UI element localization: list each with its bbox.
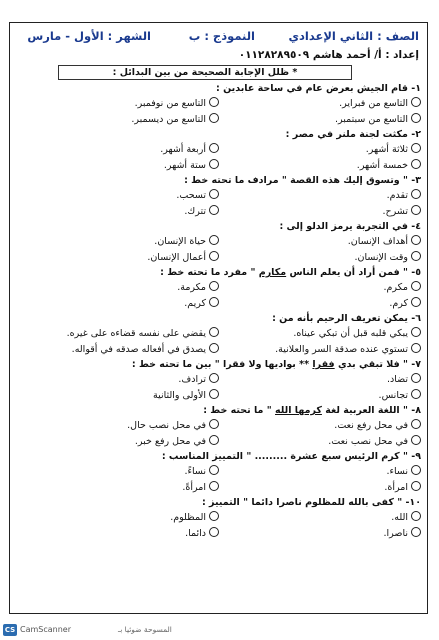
question-1: ١- قام الجيش بعرض عام في ساحة عابدين : [216, 83, 421, 94]
q1-option-b[interactable]: التاسع من نوفمبر. [135, 97, 219, 109]
radio-circle-icon [209, 389, 219, 399]
radio-circle-icon [209, 465, 219, 475]
radio-circle-icon [411, 297, 421, 307]
radio-circle-icon [209, 297, 219, 307]
q4-option-b[interactable]: حياة الإنسان. [154, 235, 219, 247]
radio-circle-icon [209, 373, 219, 383]
q2-option-a[interactable]: ثلاثة أشهر. [366, 143, 421, 155]
radio-circle-icon [209, 511, 219, 521]
instruction-box: * ظلل الإجابة الصحيحة من بين البدائل : [58, 65, 352, 80]
grade-label: الصف : الثاني الإعدادي [288, 29, 419, 43]
radio-circle-icon [411, 189, 421, 199]
radio-circle-icon [209, 251, 219, 261]
radio-circle-icon [209, 419, 219, 429]
q9-option-c[interactable]: امرأة. [384, 481, 421, 493]
radio-circle-icon [411, 205, 421, 215]
radio-circle-icon [411, 97, 421, 107]
header-row [10, 29, 427, 47]
radio-circle-icon [411, 281, 421, 291]
radio-circle-icon [209, 343, 219, 353]
radio-circle-icon [411, 251, 421, 261]
q6-option-c[interactable]: تستوي عنده صدقة السر والعلانية. [275, 343, 421, 355]
radio-circle-icon [411, 419, 421, 429]
question-9: ٩- " كرم الرئيس سبع عشرة ......... " التمييز المناسب : [161, 451, 421, 462]
q6-option-d[interactable]: يصدق في أفعاله صدقه في أقواله. [72, 343, 219, 355]
radio-circle-icon [209, 97, 219, 107]
q5-option-b[interactable]: مكرمة. [177, 281, 219, 293]
q5-option-a[interactable]: مكرم. [384, 281, 421, 293]
radio-circle-icon [411, 143, 421, 153]
question-3: ٣- " وتسوق إليك هذه القصة " مرادف ما تحته خط : [184, 175, 421, 186]
radio-circle-icon [209, 205, 219, 215]
q1-option-c[interactable]: التاسع من سبتمبر. [335, 113, 421, 125]
q8-option-d[interactable]: في محل رفع خبر. [135, 435, 219, 447]
radio-circle-icon [411, 327, 421, 337]
radio-circle-icon [209, 159, 219, 169]
radio-circle-icon [411, 113, 421, 123]
q10-option-c[interactable]: ناصرا. [383, 527, 421, 539]
radio-circle-icon [209, 235, 219, 245]
q6-option-a[interactable]: يبكي قلبه قبل أن تبكي عيناه. [293, 327, 421, 339]
question-6: ٦- يمكن تعريف الرحيم بأنه من : [272, 313, 421, 324]
radio-circle-icon [411, 465, 421, 475]
radio-circle-icon [411, 373, 421, 383]
q1-option-d[interactable]: التاسع من ديسمبر. [131, 113, 219, 125]
q2-option-c[interactable]: خمسة أشهر. [357, 159, 421, 171]
q3-option-a[interactable]: تقدم. [387, 189, 421, 201]
q8-option-b[interactable]: في محل نصب حال. [127, 419, 219, 431]
question-8: ٨- " اللغة العربية لغة كرمها الله " ما تحته خط : [203, 405, 421, 416]
q7-option-c[interactable]: تجانس. [379, 389, 421, 401]
q2-option-b[interactable]: أربعة أشهر. [160, 143, 219, 155]
q4-option-a[interactable]: أهداف الإنسان. [348, 235, 421, 247]
radio-circle-icon [411, 159, 421, 169]
q9-option-a[interactable]: نساء. [386, 465, 421, 477]
radio-circle-icon [411, 435, 421, 445]
scanner-caption: المسوحة ضوئيا بـ [118, 625, 172, 634]
question-10: ١٠- " كفى بالله للمظلوم ناصرا دائما " التمييز : [201, 497, 421, 508]
month-label: الشهر : الأول - مارس [27, 29, 151, 43]
radio-circle-icon [209, 527, 219, 537]
radio-circle-icon [411, 343, 421, 353]
question-4: ٤- في التجربة يرمز الدلو إلى : [279, 221, 421, 232]
q2-option-d[interactable]: ستة أشهر. [164, 159, 219, 171]
model-label: النموذج : ب [188, 29, 255, 43]
exam-sheet [9, 22, 428, 614]
q8-option-c[interactable]: في محل نصب نعت. [328, 435, 421, 447]
author-label: إعداد : أ/ أحمد هاشم ٠١١٢٨٢٨٩٥٠٩ [238, 49, 419, 61]
q6-option-b[interactable]: يقضي على نفسه قضاءه على غيره. [67, 327, 219, 339]
radio-circle-icon [209, 143, 219, 153]
question-2: ٢- مكثت لجنة ملنر في مصر : [285, 129, 421, 140]
q3-option-b[interactable]: تسحب. [176, 189, 219, 201]
question-5: ٥- " فمن أراد أن يعلم الناس مكارم " مفرد ما تحته خط : [160, 267, 421, 278]
q5-option-c[interactable]: كرم. [389, 297, 421, 309]
camscanner-logo-icon: CS [4, 626, 16, 634]
radio-circle-icon [411, 235, 421, 245]
camscanner-name: CamScanner [20, 625, 72, 634]
q1-option-a[interactable]: التاسع من فبراير. [339, 97, 421, 109]
radio-circle-icon [411, 481, 421, 491]
radio-circle-icon [411, 511, 421, 521]
radio-circle-icon [209, 113, 219, 123]
q3-option-d[interactable]: تترك. [184, 205, 219, 217]
q7-option-a[interactable]: تضاد. [387, 373, 421, 385]
radio-circle-icon [209, 189, 219, 199]
radio-circle-icon [209, 481, 219, 491]
q9-option-b[interactable]: نساءً. [184, 465, 219, 477]
question-7: ٧- " فلا تبقي بدي فقرا ** بواديها ولا فقرا " بين ما تحته خط : [131, 359, 421, 370]
q10-option-b[interactable]: المظلوم. [170, 511, 219, 523]
radio-circle-icon [411, 389, 421, 399]
q3-option-c[interactable]: تشرح. [382, 205, 421, 217]
q7-option-b[interactable]: ترادف. [178, 373, 219, 385]
q4-option-d[interactable]: أعمال الإنسان. [147, 251, 219, 263]
q5-option-d[interactable]: كريم. [184, 297, 219, 309]
radio-circle-icon [209, 327, 219, 337]
scanner-footer [0, 622, 439, 640]
radio-circle-icon [411, 527, 421, 537]
q10-option-d[interactable]: دائما. [185, 527, 219, 539]
q7-option-d[interactable]: الأولى والثانية [153, 389, 219, 401]
radio-circle-icon [209, 435, 219, 445]
radio-circle-icon [209, 281, 219, 291]
q9-option-d[interactable]: امرأةً. [182, 481, 219, 493]
q10-option-a[interactable]: الله. [391, 511, 421, 523]
q8-option-a[interactable]: في محل رفع نعت. [334, 419, 421, 431]
q4-option-c[interactable]: وقت الإنسان. [354, 251, 421, 263]
